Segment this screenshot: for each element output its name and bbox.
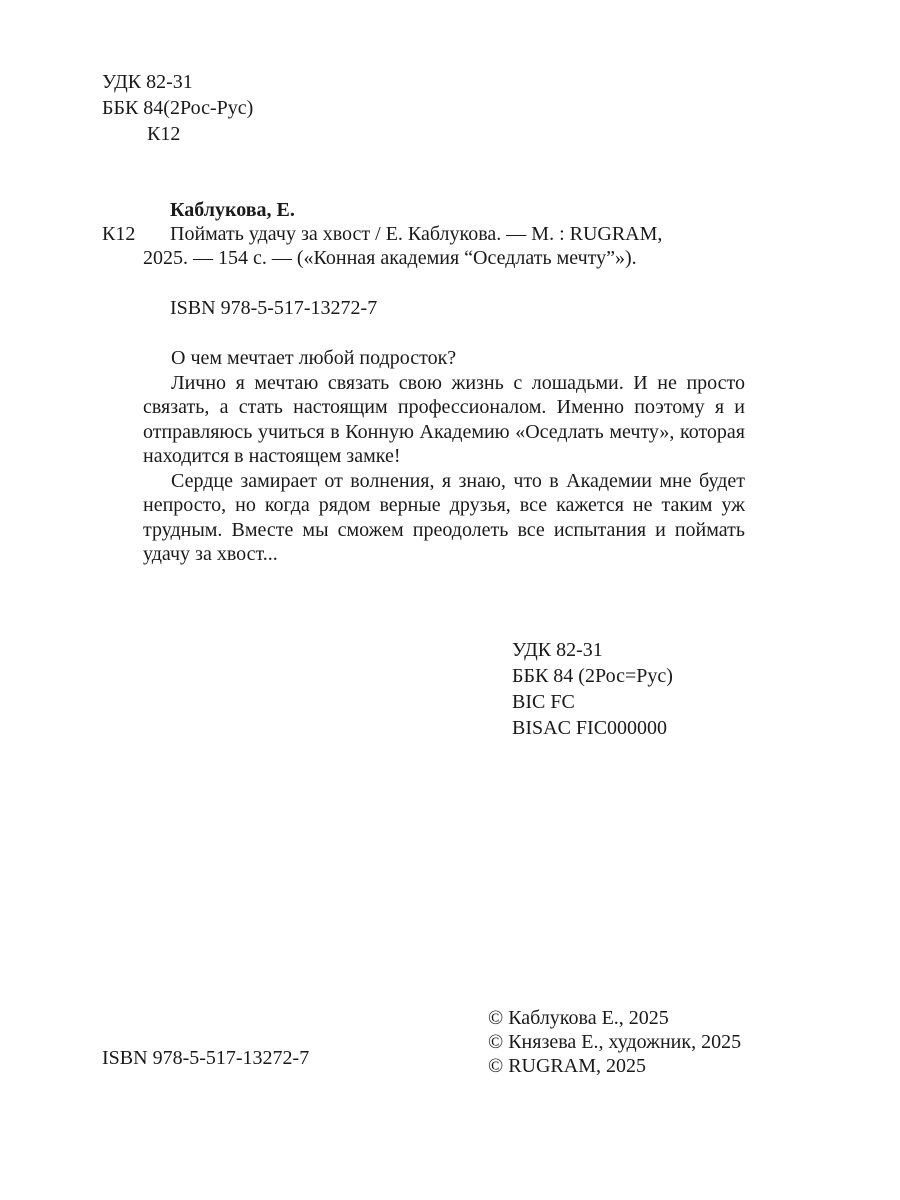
bbk-code: ББК 84 (2Рос=Рус) [512,665,673,687]
record-author: Каблукова, Е. [170,199,295,221]
udk-code-top: УДК 82-31 [102,71,193,93]
copyright-line: © Каблукова Е., 2025 [488,1007,669,1029]
bisac-code: BISAC FIC000000 [512,717,668,739]
udk-code: УДК 82-31 [512,639,603,661]
record-mark: К12 [102,223,136,245]
annotation [143,346,745,567]
bbk-code-top: ББК 84(2Рос-Рус) [102,97,254,119]
record-second-line: 2025. — 154 с. — («Конная академия “Оседлать мечту”»). [143,247,637,269]
bic-code: BIC FC [512,691,575,713]
annotation-paragraph: Лично я мечтаю связать свою жизнь с лошадьми. И не просто связать, а стать настоящим профессионалом. Именно поэтому я и отправляюсь учиться в Конную Академию «Оседлать мечту», которая находится в настоящем замке! [143,371,745,467]
author-mark-top: К12 [147,123,181,145]
annotation-paragraph: Сердце замирает от волнения, я знаю, что в Академии мне будет непросто, но когда рядом верные друзья, все кажется не таким уж трудным. Вместе мы сможем преодолеть все испытания и поймать удачу за хвост... [143,469,745,565]
record-isbn: ISBN 978-5-517-13272-7 [170,297,378,319]
copyright-line: © Князева Е., художник, 2025 [488,1031,742,1053]
copyright-line: © RUGRAM, 2025 [488,1055,646,1077]
footer-isbn: ISBN 978-5-517-13272-7 [102,1047,310,1069]
record-title-line: Поймать удачу за хвост / Е. Каблукова. — М. : RUGRAM, [170,223,663,245]
annotation-paragraph: О чем мечтает любой подросток? [171,347,457,369]
